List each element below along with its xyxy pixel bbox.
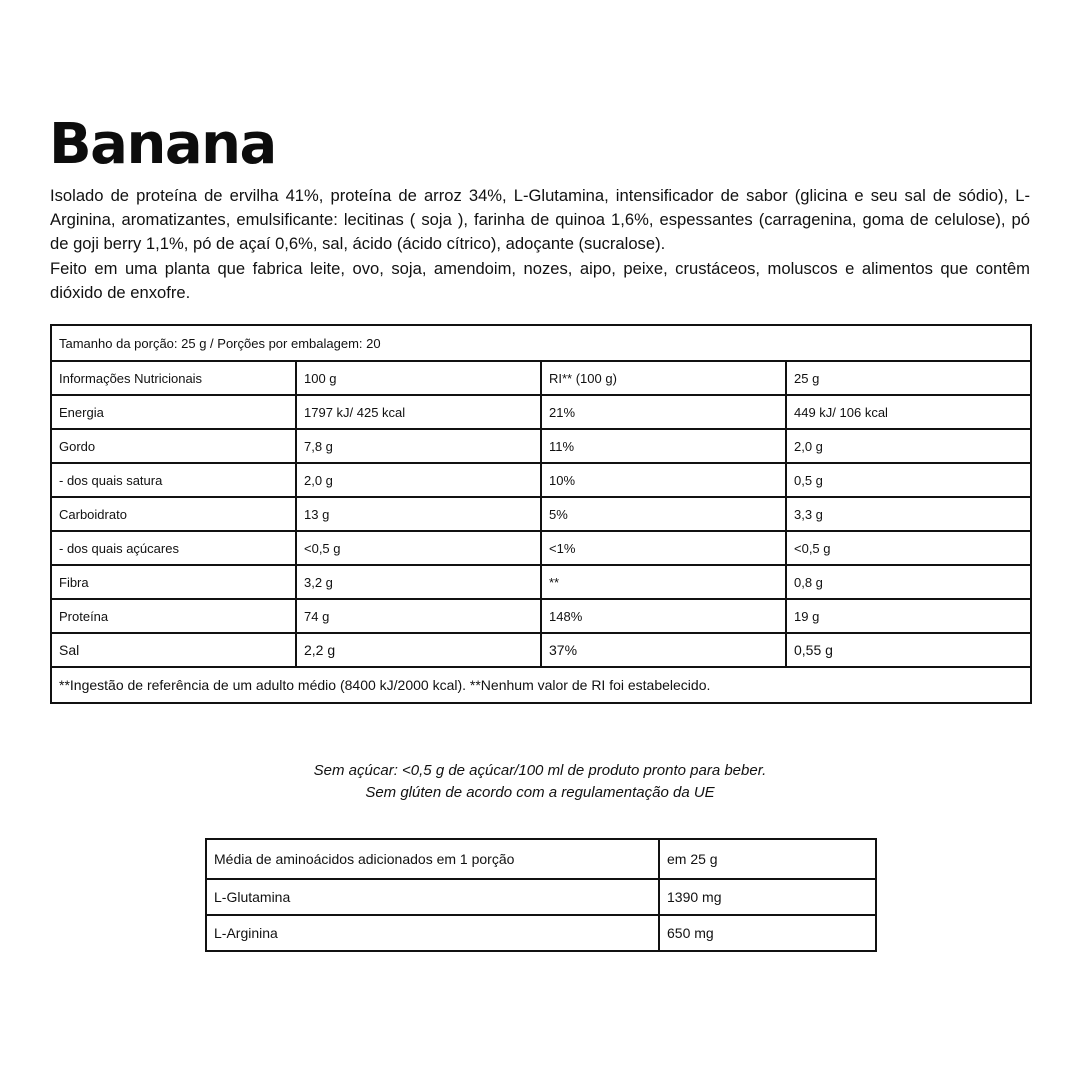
table-row bbox=[51, 599, 1031, 633]
value-per-100g: 2,2 g bbox=[296, 633, 541, 667]
nutrient-name: - dos quais açúcares bbox=[51, 531, 296, 565]
table-row bbox=[51, 565, 1031, 599]
value-per-serving: 19 g bbox=[786, 599, 1031, 633]
table-row bbox=[206, 879, 876, 915]
amino-header-row bbox=[206, 839, 876, 879]
ri-percent: 5% bbox=[541, 497, 786, 531]
gluten-free-claim: Sem glúten de acordo com a regulamentação da UE bbox=[365, 784, 715, 801]
value-per-serving: 0,8 g bbox=[786, 565, 1031, 599]
amino-acid-amount: 1390 mg bbox=[659, 879, 876, 915]
amino-acid-amount: 650 mg bbox=[659, 915, 876, 951]
amino-acid-table bbox=[205, 838, 877, 952]
value-per-100g: 13 g bbox=[296, 497, 541, 531]
nutrient-name: Gordo bbox=[51, 429, 296, 463]
ri-percent: 21% bbox=[541, 395, 786, 429]
ri-percent: ** bbox=[541, 565, 786, 599]
table-row bbox=[51, 633, 1031, 667]
nutrition-header-row bbox=[51, 361, 1031, 395]
sugar-free-claim: Sem açúcar: <0,5 g de açúcar/100 ml de produto pronto para beber. bbox=[313, 762, 767, 779]
header-cell: 100 g bbox=[296, 361, 541, 395]
ri-percent: 148% bbox=[541, 599, 786, 633]
table-row bbox=[51, 497, 1031, 531]
serving-info-row bbox=[51, 325, 1031, 361]
table-row bbox=[51, 395, 1031, 429]
value-per-100g: 2,0 g bbox=[296, 463, 541, 497]
nutrient-name: Sal bbox=[51, 633, 296, 667]
header-cell: 25 g bbox=[786, 361, 1031, 395]
table-row bbox=[51, 429, 1031, 463]
page-title: Banana bbox=[49, 112, 276, 177]
header-cell: em 25 g bbox=[659, 839, 876, 879]
header-cell: Informações Nutricionais bbox=[51, 361, 296, 395]
nutrient-name: Proteína bbox=[51, 599, 296, 633]
nutrient-name: - dos quais satura bbox=[51, 463, 296, 497]
nutrient-name: Carboidrato bbox=[51, 497, 296, 531]
value-per-100g: 7,8 g bbox=[296, 429, 541, 463]
nutrient-name: Fibra bbox=[51, 565, 296, 599]
ri-percent: <1% bbox=[541, 531, 786, 565]
nutrient-name: Energia bbox=[51, 395, 296, 429]
header-cell: Média de aminoácidos adicionados em 1 porção bbox=[206, 839, 659, 879]
ri-footnote: **Ingestão de referência de um adulto médio (8400 kJ/2000 kcal). **Nenhum valor de RI foi estabelecido. bbox=[51, 667, 1031, 703]
ri-percent: 11% bbox=[541, 429, 786, 463]
value-per-serving: 0,5 g bbox=[786, 463, 1031, 497]
serving-info: Tamanho da porção: 25 g / Porções por embalagem: 20 bbox=[51, 325, 1031, 361]
value-per-100g: <0,5 g bbox=[296, 531, 541, 565]
product-claims bbox=[0, 760, 1080, 804]
value-per-100g: 1797 kJ/ 425 kcal bbox=[296, 395, 541, 429]
footnote-row bbox=[51, 667, 1031, 703]
ri-percent: 10% bbox=[541, 463, 786, 497]
ri-percent: 37% bbox=[541, 633, 786, 667]
ingredients-text bbox=[50, 184, 1030, 305]
table-row bbox=[206, 915, 876, 951]
value-per-serving: 0,55 g bbox=[786, 633, 1031, 667]
header-cell: RI** (100 g) bbox=[541, 361, 786, 395]
allergen-notice: Feito em uma planta que fabrica leite, ovo, soja, amendoim, nozes, aipo, peixe, crustáceos, moluscos e alimentos que contêm dióxido de enxofre. bbox=[50, 258, 1030, 302]
value-per-serving: 449 kJ/ 106 kcal bbox=[786, 395, 1031, 429]
table-row bbox=[51, 531, 1031, 565]
value-per-serving: 3,3 g bbox=[786, 497, 1031, 531]
value-per-100g: 3,2 g bbox=[296, 565, 541, 599]
ingredients-list: Isolado de proteína de ervilha 41%, proteína de arroz 34%, L-Glutamina, intensificador de sabor (glicina e seu sal de sódio), L-Arginina, aromatizantes, emulsificante: lecitinas ( soja ), farinha de quinoa 1,6%, espessantes (carragenina, goma de celulose), pó de goji berry 1,1%, pó de açaí 0,6%, sal, ácido (ácido cítrico), adoçante (sucralose). bbox=[50, 186, 1030, 254]
amino-acid-name: L-Arginina bbox=[206, 915, 659, 951]
amino-acid-name: L-Glutamina bbox=[206, 879, 659, 915]
value-per-serving: 2,0 g bbox=[786, 429, 1031, 463]
table-row bbox=[51, 463, 1031, 497]
value-per-serving: <0,5 g bbox=[786, 531, 1031, 565]
value-per-100g: 74 g bbox=[296, 599, 541, 633]
nutrition-table bbox=[50, 324, 1032, 704]
